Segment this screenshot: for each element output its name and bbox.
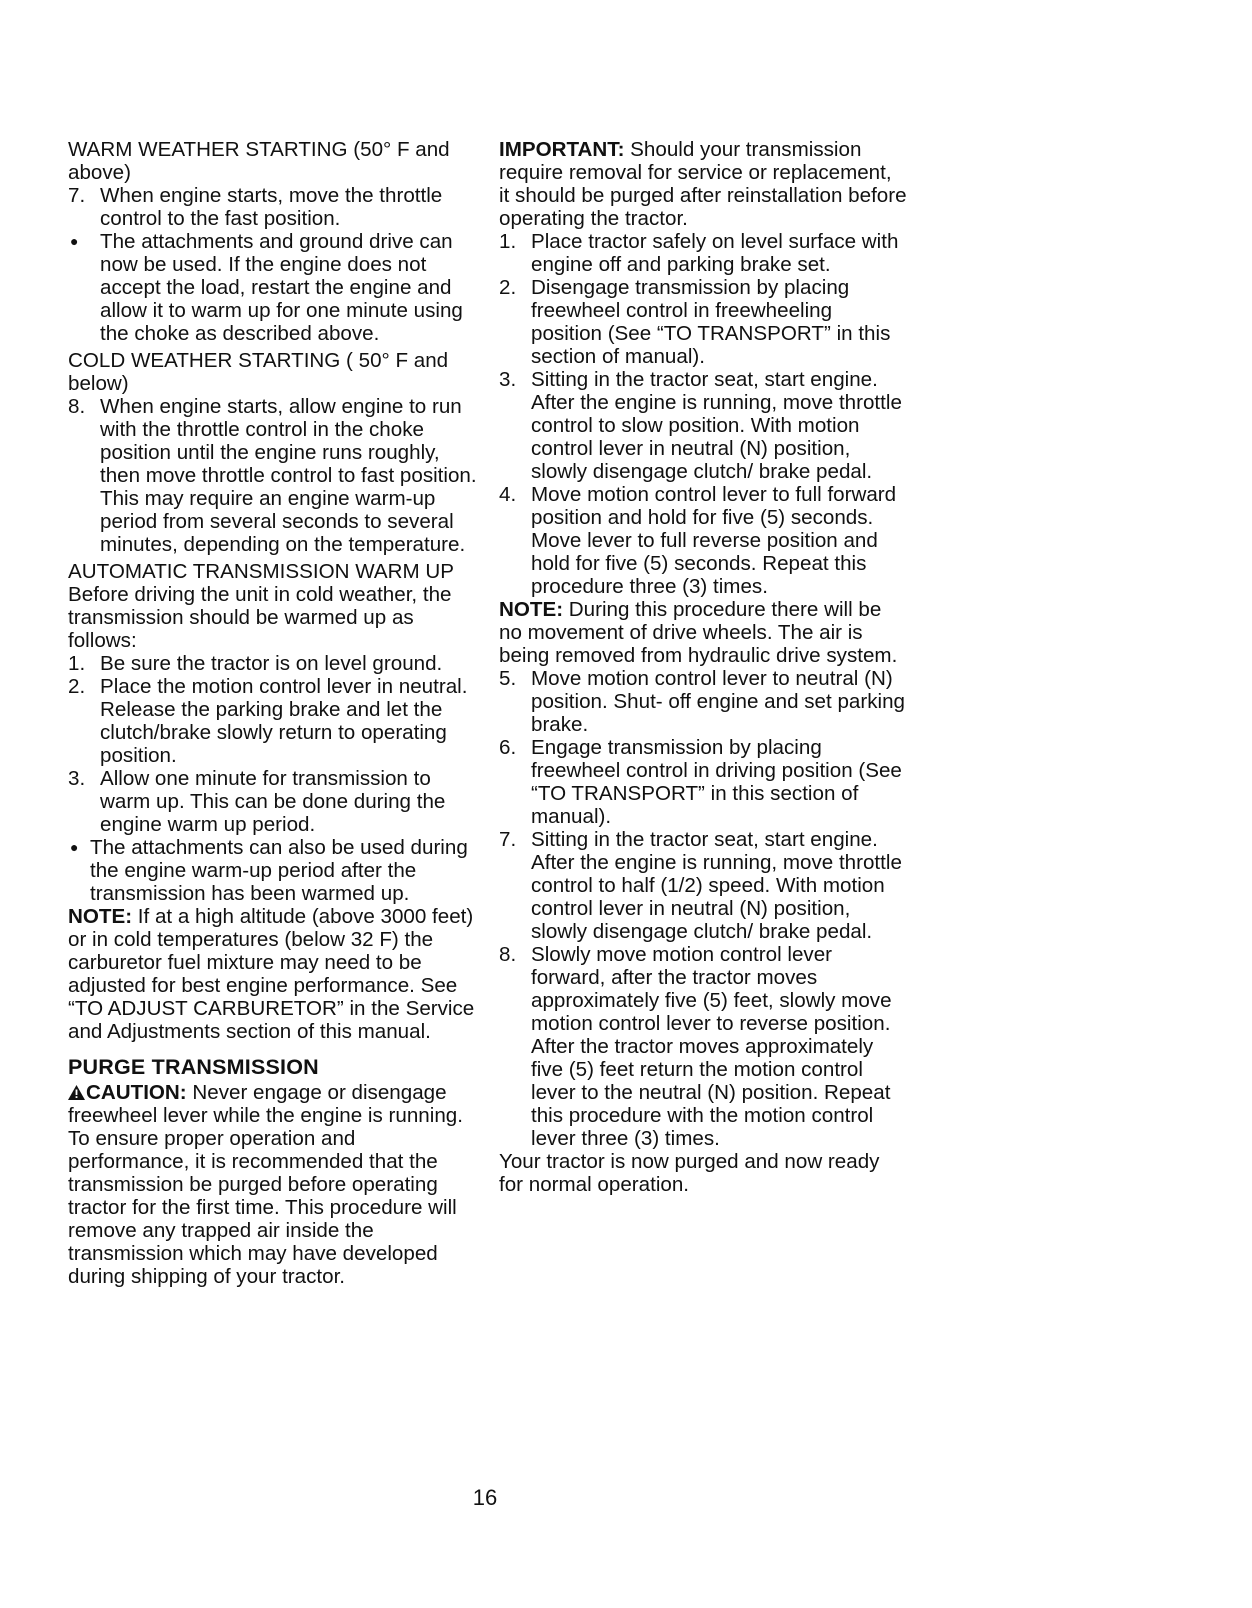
purge-step-8 <box>499 943 907 1150</box>
purge-step-2 <box>499 276 907 368</box>
step-number: 7. <box>499 828 517 851</box>
important-paragraph <box>499 138 907 230</box>
bullet-text: The attachments and ground drive can now be used. If the engine does not accept the load, restart the engine and allow it to warm up for one minute using the choke as described above. <box>100 230 463 345</box>
auto-step-3 <box>68 767 478 836</box>
left-column <box>68 138 478 1288</box>
purge-step-1 <box>499 230 907 276</box>
step-text: Sitting in the tractor seat, start engine. After the engine is running, move throttle control to half (1/2) speed. With motion control lever in neutral (N) position, slowly disengage clutch/ brake pedal. <box>531 828 902 943</box>
purge-transmission-heading: PURGE TRANSMISSION <box>68 1055 319 1079</box>
auto-step-1 <box>68 652 478 675</box>
auto-intro: Before driving the unit in cold weather, the transmission should be warmed up as follows: <box>68 583 452 652</box>
step-number: 8. <box>499 943 517 966</box>
step-text: Move motion control lever to neutral (N) position. Shut- off engine and set parking brake. <box>531 667 905 736</box>
step-text: When engine starts, allow engine to run with the throttle control in the choke position until the engine runs roughly, then move throttle control to fast position. This may require an engine warm-up period from several seconds to several minutes, depending on the temperature. <box>100 395 477 556</box>
important-text: Should your transmission require removal for service or replacement, it should be purged after reinstallation before operating the tractor. <box>499 138 907 230</box>
caution-triangle-icon <box>68 1085 85 1100</box>
warm-step-7 <box>68 184 478 230</box>
step-text: Place tractor safely on level surface with engine off and parking brake set. <box>531 230 899 276</box>
cold-step-8 <box>68 395 478 556</box>
warm-bullet <box>68 230 478 345</box>
note-text: During this procedure there will be no movement of drive wheels. The air is being removed from hydraulic drive system. <box>499 598 898 667</box>
auto-step-2 <box>68 675 478 767</box>
step-number: 4. <box>499 483 517 506</box>
step-text: Be sure the tractor is on level ground. <box>100 652 443 675</box>
purge-step-7 <box>499 828 907 943</box>
step-number: 1. <box>68 652 86 675</box>
bullet-icon: ● <box>70 839 79 855</box>
step-number: 6. <box>499 736 517 759</box>
cold-weather-heading: COLD WEATHER STARTING ( 50° F and below) <box>68 349 449 395</box>
step-text: Place the motion control lever in neutral. Release the parking brake and let the clutch/brake slowly return to operating position. <box>100 675 468 767</box>
right-column <box>499 138 907 1196</box>
bullet-icon: ● <box>70 233 79 249</box>
step-text: Sitting in the tractor seat, start engine. After the engine is running, move throttle control to slow position. With motion control lever in neutral (N) position, slowly disengage clutch/ brake pedal. <box>531 368 902 483</box>
caution-label: CAUTION: <box>86 1081 187 1104</box>
step-number: 3. <box>68 767 86 790</box>
purge-step-5 <box>499 667 907 736</box>
note-paragraph <box>499 598 907 667</box>
auto-bullet <box>68 836 478 905</box>
step-text: Allow one minute for transmission to warm up. This can be done during the engine warm up period. <box>100 767 446 836</box>
purge-intro: To ensure proper operation and performance, it is recommended that the transmission be purged before operating tractor for the first time. This procedure will remove any trapped air inside the transmission which may have developed during shipping of your tractor. <box>68 1127 457 1288</box>
purge-step-4 <box>499 483 907 598</box>
step-number: 2. <box>499 276 517 299</box>
step-number: 8. <box>68 395 86 418</box>
note-paragraph <box>68 905 478 1043</box>
step-number: 7. <box>68 184 86 207</box>
bullet-text: The attachments can also be used during the engine warm-up period after the transmission has been warmed up. <box>90 836 468 905</box>
step-text: Disengage transmission by placing freewheel control in freewheeling position (See “TO TRANSPORT” in this section of manual). <box>531 276 891 368</box>
page-number: 16 <box>472 1485 498 1510</box>
note-label: NOTE: <box>68 905 133 928</box>
auto-transmission-heading: AUTOMATIC TRANSMISSION WARM UP <box>68 560 454 583</box>
step-text: Engage transmission by placing freewheel control in driving position (See “TO TRANSPORT” in this section of manual). <box>531 736 902 828</box>
caution-paragraph <box>68 1081 478 1127</box>
note-text: If at a high altitude (above 3000 feet) or in cold temperatures (below 32 F) the carburetor fuel mixture may need to be adjusted for best engine performance. See “TO ADJUST CARBURETOR” in the Service and Adjustments section of this manual. <box>68 905 475 1043</box>
closing-paragraph: Your tractor is now purged and now ready for normal operation. <box>499 1150 880 1196</box>
important-label: IMPORTANT: <box>499 138 625 161</box>
caution-text: Never engage or disengage freewheel lever while the engine is running. <box>68 1081 463 1127</box>
step-text: Move motion control lever to full forward position and hold for five (5) seconds. Move lever to full reverse position and hold for five (5) seconds. Repeat this procedure three (3) times. <box>531 483 897 598</box>
step-number: 2. <box>68 675 86 698</box>
note-label: NOTE: <box>499 598 564 621</box>
warm-weather-heading: WARM WEATHER STARTING (50° F and above) <box>68 138 450 184</box>
step-number: 3. <box>499 368 517 391</box>
purge-step-6 <box>499 736 907 828</box>
step-number: 5. <box>499 667 517 690</box>
purge-step-3 <box>499 368 907 483</box>
step-number: 1. <box>499 230 517 253</box>
step-text: When engine starts, move the throttle control to the fast position. <box>100 184 443 230</box>
step-text: Slowly move motion control lever forward, after the tractor moves approximately five (5) feet, slowly move motion control lever to reverse position. After the tractor moves approximately five (5) feet return the motion control lever to the neutral (N) position. Repeat this procedure with the motion control lever three (3) times. <box>531 943 892 1150</box>
